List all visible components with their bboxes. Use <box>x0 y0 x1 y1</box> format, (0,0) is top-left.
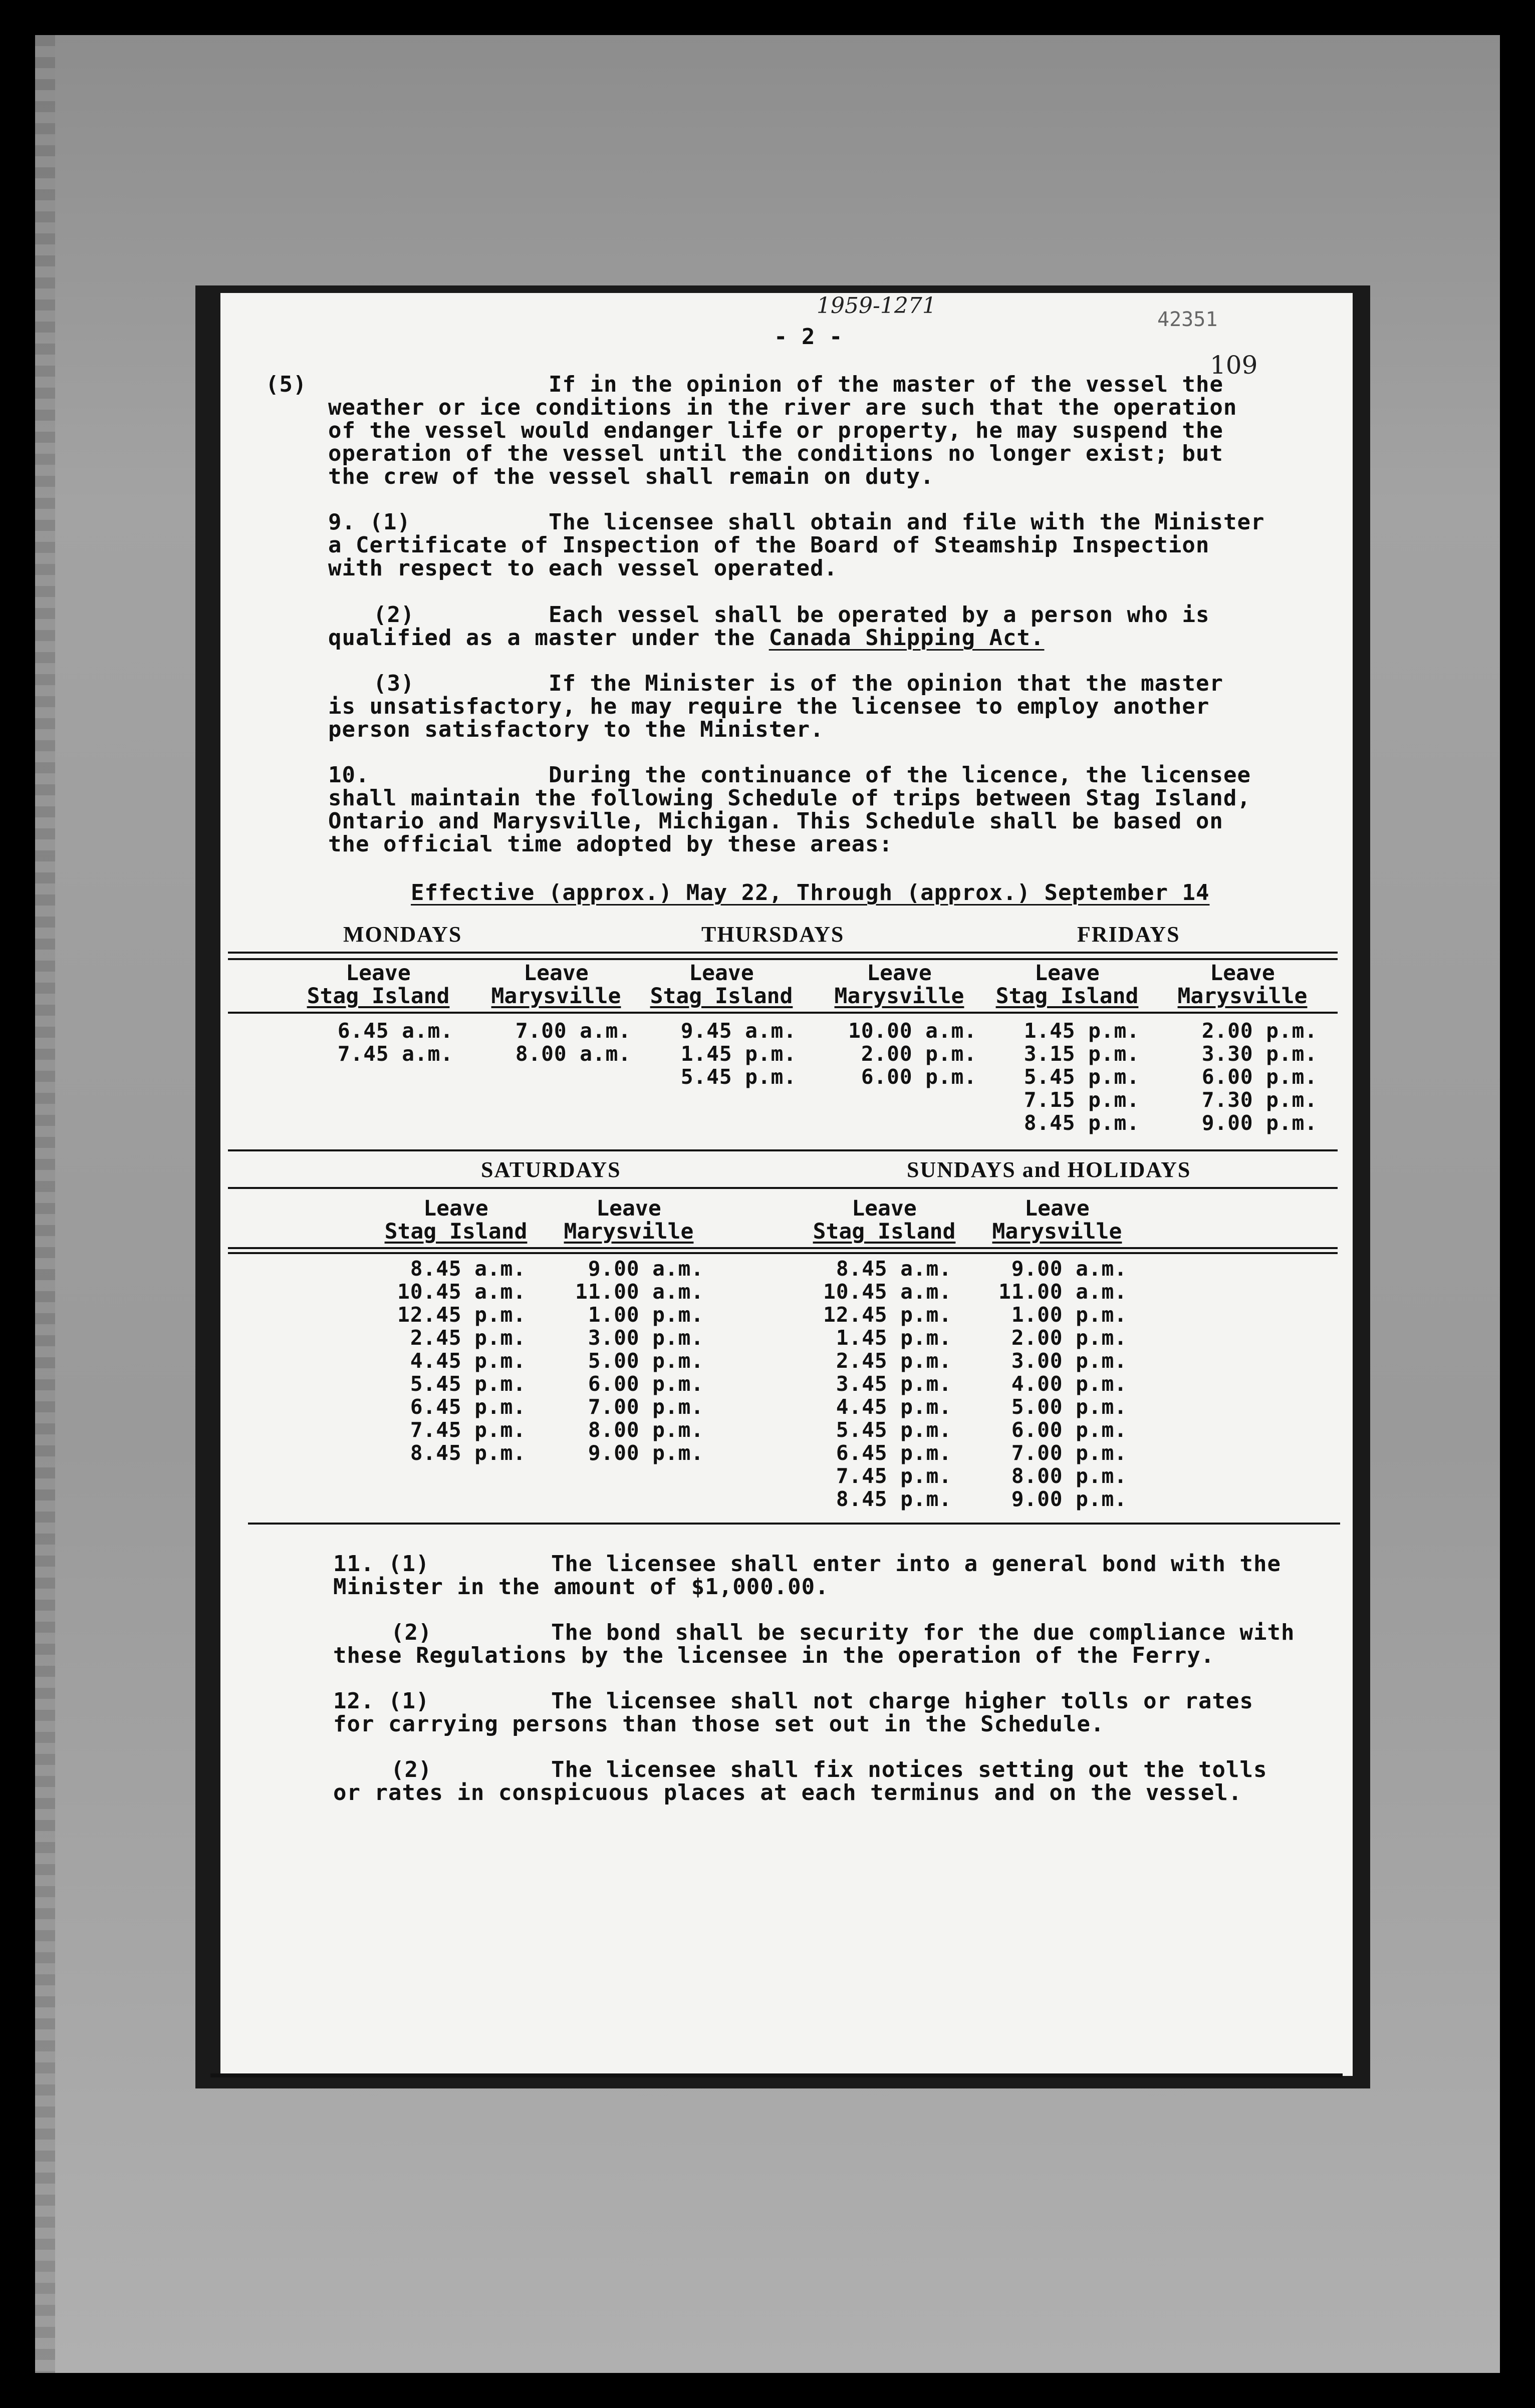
time-cell: 1.00 p.m. <box>588 1303 704 1327</box>
time-cell: 2.00 p.m. <box>861 1042 977 1066</box>
time-cell: 2.45 p.m. <box>410 1326 526 1350</box>
time-cell: 9.00 a.m. <box>1011 1257 1127 1281</box>
time-cell: 4.45 p.m. <box>410 1349 526 1373</box>
time-cell: 1.45 p.m. <box>836 1326 952 1350</box>
para-line: If in the opinion of the master of the vessel the <box>549 372 1224 397</box>
table-rule <box>228 1149 1338 1151</box>
time-cell: 7.00 a.m. <box>515 1019 631 1043</box>
schedule-title: Effective (approx.) May 22, Through (approx.) September 14 <box>411 880 1210 906</box>
time-cell: 10.00 a.m. <box>848 1019 977 1043</box>
day-label-fridays: FRIDAYS <box>1077 922 1180 947</box>
time-cell: 5.45 p.m. <box>1024 1065 1140 1089</box>
time-cell: 9.00 p.m. <box>1201 1111 1318 1135</box>
para-line: the crew of the vessel shall remain on duty. <box>328 464 934 489</box>
time-cell: 7.15 p.m. <box>1024 1088 1140 1112</box>
time-cell: 4.45 p.m. <box>836 1395 952 1419</box>
time-cell: 8.00 p.m. <box>588 1418 704 1442</box>
time-cell: 8.45 p.m. <box>1024 1111 1140 1135</box>
time-cell: 1.45 p.m. <box>1024 1019 1140 1043</box>
time-cell: 1.45 p.m. <box>680 1042 797 1066</box>
time-cell: 2.00 p.m. <box>1011 1326 1127 1350</box>
para-line: The licensee shall enter into a general bond with the <box>551 1551 1281 1577</box>
handwritten-reference: 1959-1271 <box>817 293 936 319</box>
time-cell: 9.00 p.m. <box>588 1441 704 1465</box>
para-line: If the Minister is of the opinion that the master <box>549 671 1224 696</box>
time-cell: 3.45 p.m. <box>836 1372 952 1396</box>
time-cell: 12.45 p.m. <box>397 1303 526 1327</box>
para-line: person satisfactory to the Minister. <box>328 717 824 742</box>
para-num: 10. <box>328 762 370 788</box>
document-page <box>220 293 1353 2076</box>
column-heading-marysville: Leave Marysville <box>992 1196 1122 1244</box>
column-heading-stag: Leave Stag Island <box>307 961 450 1009</box>
para-line: shall maintain the following Schedule of trips between Stag Island, <box>328 785 1251 811</box>
time-cell: 6.00 p.m. <box>588 1372 704 1396</box>
statute-reference: Canada Shipping Act. <box>769 625 1045 651</box>
table-rule <box>228 1252 1338 1254</box>
time-cell: 5.45 p.m. <box>410 1372 526 1396</box>
para-line: is unsatisfactory, he may require the licensee to employ another <box>328 694 1210 719</box>
stamp-number: 42351 <box>1157 308 1218 331</box>
time-cell: 5.00 p.m. <box>1011 1395 1127 1419</box>
time-cell: 7.30 p.m. <box>1201 1088 1318 1112</box>
table-rule <box>228 958 1338 960</box>
para-line: the official time adopted by these areas: <box>328 831 893 857</box>
time-cell: 11.00 a.m. <box>575 1280 704 1304</box>
table-rule <box>228 1012 1338 1014</box>
time-cell: 8.45 p.m. <box>410 1441 526 1465</box>
time-cell: 6.00 p.m. <box>1011 1418 1127 1442</box>
column-heading-marysville: Leave Marysville <box>1177 961 1308 1009</box>
time-cell: 6.45 p.m. <box>410 1395 526 1419</box>
column-heading-marysville: Leave Marysville <box>834 961 964 1009</box>
column-heading-stag: Leave Stag Island <box>650 961 793 1009</box>
time-cell: 8.45 a.m. <box>410 1257 526 1281</box>
time-cell: 7.00 p.m. <box>588 1395 704 1419</box>
para-num: 9. (1) <box>328 509 411 535</box>
time-cell: 7.45 a.m. <box>337 1042 453 1066</box>
time-cell: 9.00 p.m. <box>1011 1487 1127 1511</box>
para-num: (5) <box>266 372 307 397</box>
time-cell: 3.15 p.m. <box>1024 1042 1140 1066</box>
day-label-sundays-holidays: SUNDAYS and HOLIDAYS <box>907 1157 1191 1182</box>
time-cell: 8.45 a.m. <box>836 1257 952 1281</box>
time-cell: 2.45 p.m. <box>836 1349 952 1373</box>
table-rule <box>228 952 1338 954</box>
time-cell: 5.00 p.m. <box>588 1349 704 1373</box>
para-num: (2) <box>391 1757 432 1782</box>
para-line: The bond shall be security for the due compliance with <box>551 1620 1295 1645</box>
time-cell: 2.00 p.m. <box>1201 1019 1318 1043</box>
time-cell: 6.00 p.m. <box>861 1065 977 1089</box>
para-line: The licensee shall not charge higher tolls or rates <box>551 1688 1254 1714</box>
film-edge <box>35 35 55 2373</box>
time-cell: 5.45 p.m. <box>836 1418 952 1442</box>
time-cell: 5.45 p.m. <box>680 1065 797 1089</box>
para-line: of the vessel would endanger life or property, he may suspend the <box>328 418 1223 443</box>
time-cell: 8.00 a.m. <box>515 1042 631 1066</box>
time-cell: 7.45 p.m. <box>836 1464 952 1488</box>
para-line: Minister in the amount of $1,000.00. <box>333 1574 829 1600</box>
time-cell: 1.00 p.m. <box>1011 1303 1127 1327</box>
time-cell: 12.45 p.m. <box>823 1303 952 1327</box>
time-cell: 9.00 a.m. <box>588 1257 704 1281</box>
para-num: (3) <box>373 671 415 696</box>
para-line: The licensee shall fix notices setting out the tolls <box>551 1757 1267 1782</box>
para-line: operation of the vessel until the conditions no longer exist; but <box>328 441 1223 466</box>
day-label-thursdays: THURSDAYS <box>701 922 845 947</box>
para-line: or rates in conspicuous places at each terminus and on the vessel. <box>333 1780 1242 1805</box>
para-num: 11. (1) <box>333 1551 430 1577</box>
para-line: During the continuance of the licence, the licensee <box>549 762 1251 788</box>
para-num: (2) <box>391 1620 432 1645</box>
column-heading-stag: Leave Stag Island <box>995 961 1139 1009</box>
time-cell: 9.45 a.m. <box>680 1019 797 1043</box>
para-line: a Certificate of Inspection of the Board of Steamship Inspection <box>328 532 1210 558</box>
time-cell: 6.45 a.m. <box>337 1019 453 1043</box>
table-rule <box>228 1247 1338 1249</box>
table-rule <box>248 1523 1340 1525</box>
time-cell: 7.00 p.m. <box>1011 1441 1127 1465</box>
para-line: Ontario and Marysville, Michigan. This Schedule shall be based on <box>328 808 1223 834</box>
time-cell: 3.30 p.m. <box>1201 1042 1318 1066</box>
time-cell: 6.00 p.m. <box>1201 1065 1318 1089</box>
page-label: - 2 - <box>774 324 843 350</box>
day-label-mondays: MONDAYS <box>343 922 462 947</box>
folio-number: 109 <box>1210 351 1258 380</box>
column-heading-stag: Leave Stag Island <box>384 1196 528 1244</box>
para-line: with respect to each vessel operated. <box>328 555 838 581</box>
column-heading-marysville: Leave Marysville <box>491 961 621 1009</box>
para-line: these Regulations by the licensee in the operation of the Ferry. <box>333 1643 1215 1668</box>
day-label-saturdays: SATURDAYS <box>481 1157 621 1182</box>
para-line: Each vessel shall be operated by a person who is <box>549 602 1210 628</box>
time-cell: 10.45 a.m. <box>823 1280 952 1304</box>
para-num: (2) <box>373 602 415 628</box>
time-cell: 8.00 p.m. <box>1011 1464 1127 1488</box>
time-cell: 8.45 p.m. <box>836 1487 952 1511</box>
time-cell: 10.45 a.m. <box>397 1280 526 1304</box>
sheet-bottom-edge <box>210 2073 1343 2077</box>
para-line: for carrying persons than those set out in the Schedule. <box>333 1711 1105 1737</box>
para-line: weather or ice conditions in the river are such that the operation <box>328 395 1237 420</box>
para-line: The licensee shall obtain and file with the Minister <box>549 509 1265 535</box>
para-num: 12. (1) <box>333 1688 430 1714</box>
time-cell: 3.00 p.m. <box>588 1326 704 1350</box>
time-cell: 3.00 p.m. <box>1011 1349 1127 1373</box>
table-rule <box>228 1187 1338 1189</box>
time-cell: 4.00 p.m. <box>1011 1372 1127 1396</box>
time-cell: 7.45 p.m. <box>410 1418 526 1442</box>
column-heading-marysville: Leave Marysville <box>564 1196 694 1244</box>
para-line: qualified as a master under the Canada Shipping Act. <box>328 625 1045 651</box>
time-cell: 11.00 a.m. <box>998 1280 1127 1304</box>
time-cell: 6.45 p.m. <box>836 1441 952 1465</box>
column-heading-stag: Leave Stag Island <box>813 1196 956 1244</box>
